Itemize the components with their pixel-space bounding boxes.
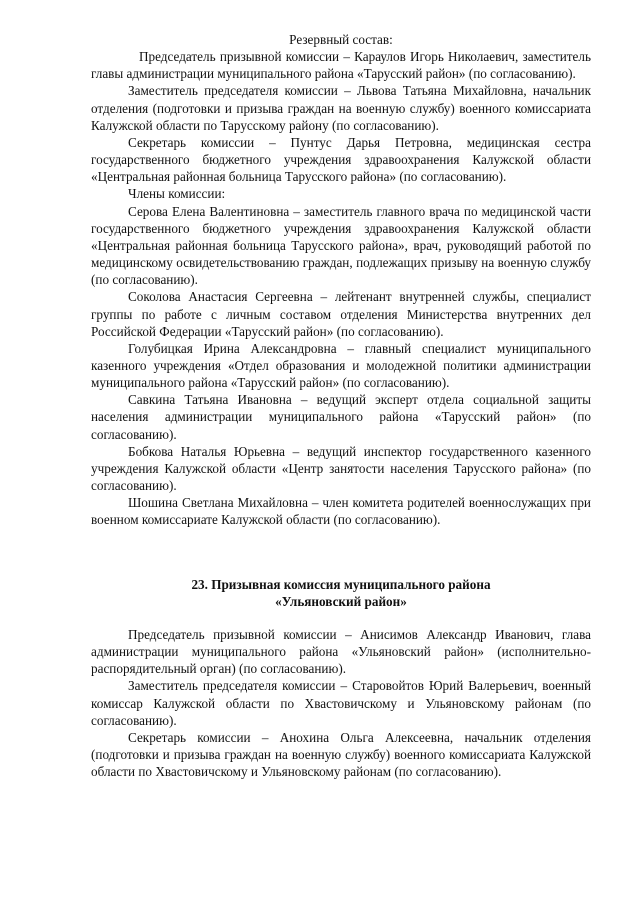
reserve-heading: Резервный состав: <box>289 32 393 47</box>
section-23-chairman-paragraph: Председатель призывной комиссии – Анисимов Александр Иванович, глава администрации муниципального района «Ульяновский район» (исполнительно-распорядительный орган) (по согласованию). <box>91 627 591 677</box>
section-23-title <box>91 576 591 610</box>
section-23-secretary-paragraph: Секретарь комиссии – Анохина Ольга Алексеевна, начальник отделения (подготовки и призыва граждан на военную службу) военного комиссариата Калужской области по Хвастовичскому и Ульяновскому районам (по согласованию). <box>91 729 591 780</box>
reserve-chairman-paragraph: Председатель призывной комиссии – Караулов Игорь Николаевич, заместитель главы администрации муниципального района «Тарусский район» (по согласованию). <box>91 49 591 82</box>
reserve-deputy-paragraph: Заместитель председателя комиссии – Львова Татьяна Михайловна, начальник отделения (подготовки и призыва граждан на военную службу) военного комиссариата Калужской области по Тарусскому району (по согласованию). <box>91 83 591 133</box>
section-title-line-2: «Ульяновский район» <box>275 594 407 610</box>
reserve-secretary-paragraph: Секретарь комиссии – Пунтус Дарья Петровна, медицинская сестра государственного бюджетного учреждения здравоохранения Калужской области «Центральная районная больница Тарусского района» (по согласованию). <box>91 134 591 185</box>
member-paragraph: Соколова Анастасия Сергеевна – лейтенант внутренней службы, специалист группы по работе с личным составом отделения Министерства внутренних дел Российской Федерации «Тарусский район» (по согласованию). <box>91 289 591 339</box>
section-23-deputy-paragraph: Заместитель председателя комиссии – Старовойтов Юрий Валерьевич, военный комиссар Калужской области по Хвастовичскому и Ульяновскому районам (по согласованию). <box>91 678 591 728</box>
member-paragraph: Шошина Светлана Михайловна – член комитета родителей военнослужащих при военном комиссариате Калужской области (по согласованию). <box>91 495 591 528</box>
section-23-body <box>91 626 591 780</box>
section-title-line-1: 23. Призывная комиссия муниципального района <box>191 577 491 592</box>
member-paragraph: Голубицкая Ирина Александровна – главный специалист муниципального казенного учреждения «Отдел образования и молодежной политики администрации муниципального района «Тарусский район» (по согласованию). <box>91 340 591 391</box>
member-paragraph: Бобкова Наталья Юрьевна – ведущий инспектор государственного казенного учреждения Калужской области «Центр занятости населения Тарусского района» (по согласованию). <box>91 443 591 494</box>
member-paragraph: Серова Елена Валентиновна – заместитель главного врача по медицинской части государственного бюджетного учреждения здравоохранения Калужской области «Центральная районная больница Тарусского района», врач, руководящий работой по медицинскому освидетельствованию граждан, подлежащих призыву на военную службу (по согласованию). <box>91 203 591 288</box>
reserve-composition <box>91 31 591 529</box>
member-paragraph: Савкина Татьяна Ивановна – ведущий эксперт отдела социальной защиты населения администрации муниципального района «Тарусский район» (по согласованию). <box>91 392 591 442</box>
reserve-members-label: Члены комиссии: <box>128 186 226 202</box>
